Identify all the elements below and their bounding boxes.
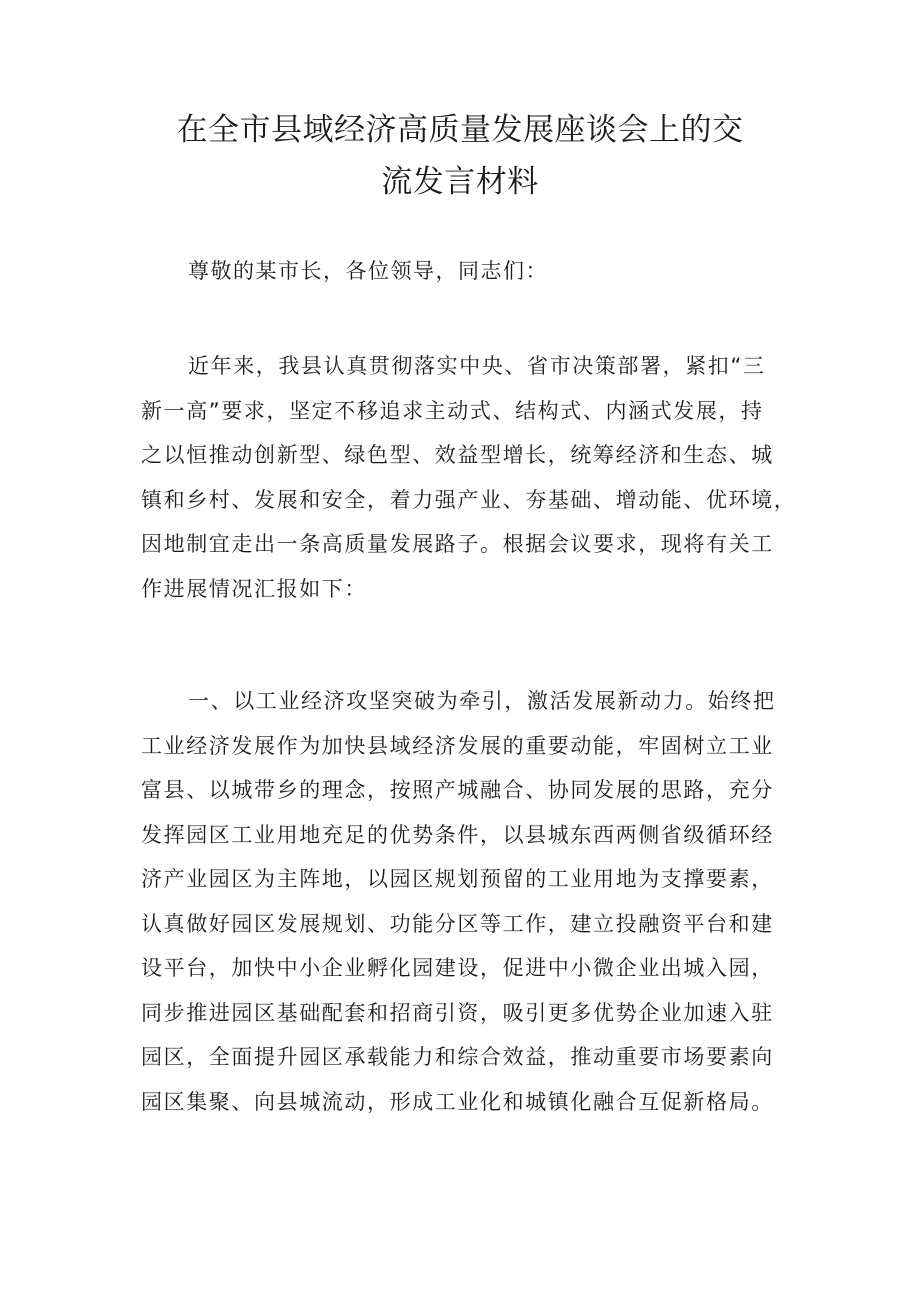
paragraph-line: 新一高”要求，坚定不移追求主动式、结构式、内涵式发展，持 (141, 398, 764, 423)
paragraph-line: 园区，全面提升园区承载能力和综合效益，推动重要市场要素向 (141, 1045, 774, 1069)
paragraph-line: 发挥园区工业用地充足的优势条件，以县城东西两侧省级循环经 (141, 822, 774, 847)
paragraph-line: 近年来，我县认真贯彻落实中央、省市决策部署，紧扣“三 (188, 354, 766, 378)
salutation: 尊敬的某市长，各位领导，同志们： (188, 259, 548, 283)
paragraph-line: 因地制宜走出一条高质量发展路子。根据会议要求，现将有关工 (141, 532, 774, 556)
paragraph-line: 设平台，加快中小企业孵化园建设，促进中小微企业出城入园， (141, 956, 774, 980)
body-paragraph (141, 344, 797, 611)
paragraph-line: 工业经济发展作为加快县域经济发展的重要动能，牢固树立工业 (141, 733, 774, 758)
paragraph-line: 镇和乡村、发展和安全，着力强产业、夯基础、增动能、优环境， (141, 487, 797, 512)
body-paragraph (141, 679, 793, 1124)
paragraph-line: 作进展情况汇报如下： (141, 576, 367, 601)
document-title (120, 104, 800, 208)
paragraph-line: 同步推进园区基础配套和招商引资，吸引更多优势企业加速入驻 (141, 1000, 774, 1025)
paragraph-line: 富县、以城带乡的理念，按照产城融合、协同发展的思路，充分 (141, 778, 774, 802)
title-line: 流发言材料 (381, 164, 539, 200)
paragraph-line: 济产业园区为主阵地，以园区规划预留的工业用地为支撑要素， (141, 867, 774, 891)
title-line: 在全市县域经济高质量发展座谈会上的交 (176, 112, 744, 148)
paragraph-line: 一、以工业经济攻坚突破为牵引，激活发展新动力。始终把 (188, 689, 776, 713)
paragraph-line: 之以恒推动创新型、绿色型、效益型增长，统筹经济和生态、城 (141, 443, 774, 467)
paragraph-line: 园区集聚、向县城流动，形成工业化和城镇化融合互促新格局。 (141, 1089, 774, 1114)
paragraph-line: 认真做好园区发展规划、功能分区等工作，建立投融资平台和建 (141, 911, 774, 936)
